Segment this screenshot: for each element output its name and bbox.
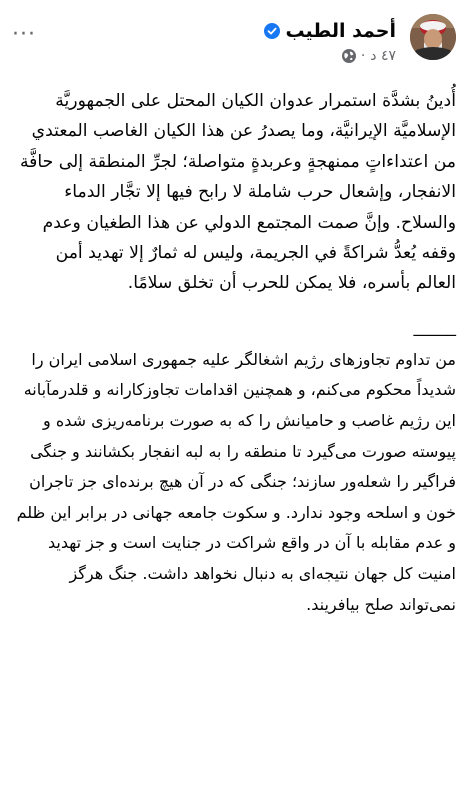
- post-timestamp[interactable]: ٤٧ د: [370, 48, 396, 64]
- author-name-row: [264, 20, 396, 42]
- avatar-image: [410, 14, 456, 60]
- verified-badge-icon: [264, 23, 280, 39]
- post-text-arabic: أُدينُ بشدَّة استمرار عدوان الكيان المحتل على الجمهوريَّة الإسلاميَّة الإيرانيَّة، وما يصدرُ عن هذا الكيان الغاصب المعتدي من اعتداءاتٍ ممنهجةٍ وعربدةٍ متواصلة؛ لجرِّ المنطقة إلى حافَّة الانفجار، وإشعال حرب شاملة لا رابح فيها إلا تجَّار الدماء والسلاح. وإنَّ صمت المجتمع الدولي عن هذا الطغيان وعدم وقفه يُعدُّ شراكةً في الجريمة، وليس له ثمارٌ إلا تهديد أمن العالم بأسره، فلا يمكن للحرب أن تخلق سلامًا.: [19, 91, 456, 294]
- post-header: [0, 0, 470, 78]
- post-text-persian: من تداوم تجاوزهای رژیم اشغالگر علیه جمهوری اسلامی ایران را شدیداً محکوم می‌کنم، و همچنین اقدامات تجاوزکارانه و قلدرمآبانه این رژیم غاصب و حامیانش را که به صورت برنامه‌ریزی شده و پیوسته صورت می‌گیرد تا منطقه را به لبه انفجار بکشانند و جنگی فراگیر را شعله‌ور سازند؛ جنگی که در آن هیچ برنده‌ای جز تاجران خون و اسلحه وجود ندارد. و سکوت جامعه جهانی در برابر این ظلم و عدم مقابله با آن در واقع شراکت در جنایت است و جز تهدید امنیت کل جهان نتیجه‌ای به دنبال نخواهد داشت. جنگ هرگز نمی‌تواند صلح بیافریند.: [16, 349, 456, 614]
- globe-icon[interactable]: [342, 49, 356, 63]
- meta-separator: ·: [360, 48, 366, 64]
- author-name[interactable]: أحمد الطيب: [285, 20, 396, 42]
- post-body: [12, 86, 456, 620]
- text-divider: _____: [413, 316, 456, 337]
- avatar[interactable]: [410, 14, 456, 60]
- more-options-icon[interactable]: ···: [12, 21, 36, 47]
- post-meta: [342, 48, 396, 64]
